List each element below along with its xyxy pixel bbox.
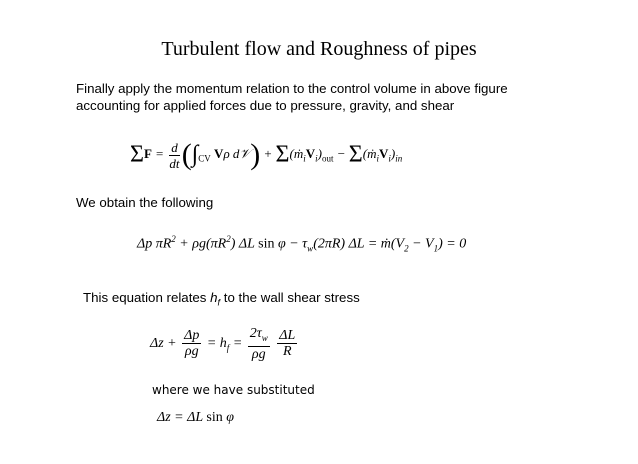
momentum-equation: ΣF = $\frac{d}{dt}$ ($\int_{CV}$ Vρ d𝒱) + $\Sigma(ṁ_iV_i)_{out}$ − $\Sigma(ṁ_iV_i)_{in}$ xyxy=(130,138,403,171)
intro-paragraph xyxy=(76,80,508,114)
sum-symbol: Σ xyxy=(130,141,144,168)
force-balance-equation: Δp $\pi R^2 + \rho g(\pi R^2)$ ΔL $\sin \varphi - \tau_w(2\pi R) \Delta L$ = $ṁ(V_2 - V_1) = 0$ xyxy=(137,234,467,254)
relates-suffix: to the wall shear stress xyxy=(220,290,360,305)
relates-text xyxy=(83,289,360,312)
substituted-text: where we have substituted xyxy=(152,383,315,397)
relates-prefix: This equation relates xyxy=(83,290,211,305)
page-title: Turbulent flow and Roughness of pipes xyxy=(161,38,477,60)
head-loss-equation: Δz + $\frac{\Delta p}{\rho g}$ = $h_f$ = $\frac{2\tau_w}{\rho g}$ $\frac{\Delta L}{R}$ xyxy=(150,326,296,362)
length-ratio-fraction: $\frac{\Delta L}{R}$ xyxy=(279,328,296,360)
pressure-fraction: $\frac{\Delta p}{\rho g}$ xyxy=(184,328,200,360)
intro-line-1: Finally apply the momentum relation to the control volume in above figure xyxy=(76,81,508,96)
intro-line-2: accounting for applied forces due to pressure, gravity, and shear xyxy=(76,98,455,113)
time-derivative: $\frac{d}{dt}$ xyxy=(169,139,180,171)
obtain-text: We obtain the following xyxy=(76,195,214,210)
shear-fraction: $\frac{2\tau_w}{\rho g}$ xyxy=(249,326,268,362)
relates-symbol: h xyxy=(210,290,218,305)
substitution-equation: Δz = ΔL sin φ xyxy=(157,410,234,425)
relates-subscript: f xyxy=(217,297,221,308)
